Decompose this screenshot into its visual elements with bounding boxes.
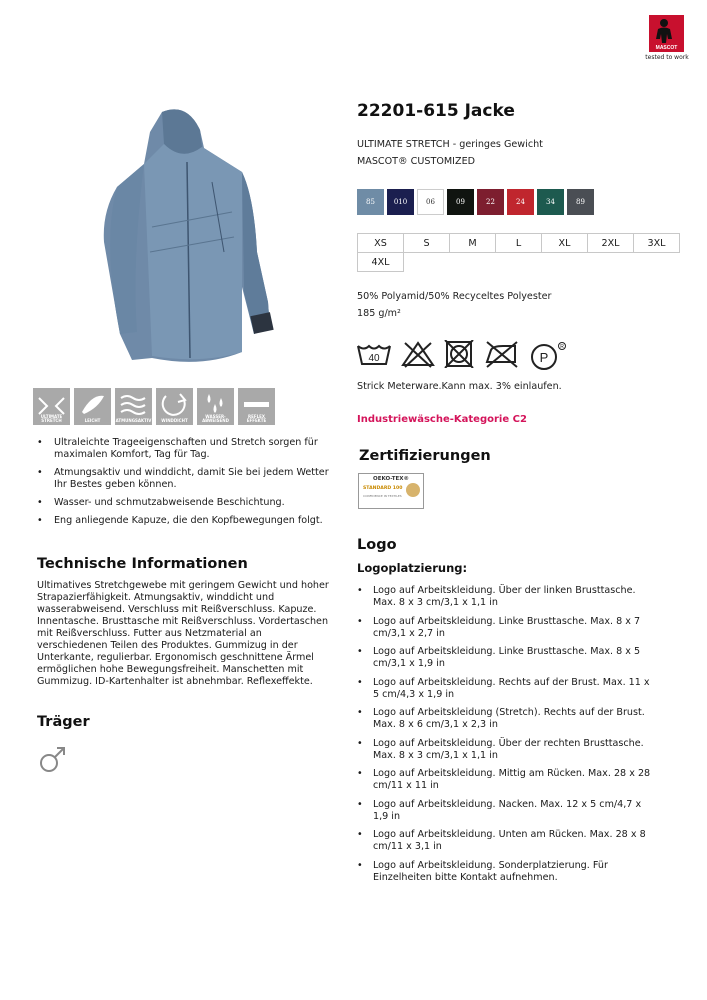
list-item: • Logo auf Arbeitskleidung. Linke Brusttasche. Max. 8 x 5 cm/3,1 x 1,9 in: [357, 646, 657, 670]
industrial-wash-category: Industriewäsche-Kategorie C2: [357, 414, 527, 425]
no-tumble-dry-icon: [444, 340, 474, 368]
size-option[interactable]: 4XL: [357, 252, 404, 272]
svg-text:40: 40: [368, 353, 380, 364]
logo-placement-list: [357, 585, 657, 890]
list-item: • Ultraleichte Trageeigenschaften und Stretch sorgen für maximalen Komfort, Tag für Tag.: [37, 437, 337, 461]
tech-text: Ultimatives Stretchgewebe mit geringem Gewicht und hoher Strapazierfähigkeit. Atmungsaktiv, winddicht und wasserabweisend. Verschluss mit Reißverschluss. Kapuze. Innentasche. Brusttasche mit Reißverschluss. Vordertaschen mit Reißverschluss. Futter aus Netzmaterial an verschiedenen Teilen des Produktes. Gummizug in der Unterkante, regulierbar. Ergonomisch geschnittene Ärmel ermöglichen hohe Bewegungsfreiheit. Manschetten mit Gummizug. ID-Kartenhalter ist abnehmbar. Reflexeffekte.: [37, 580, 329, 687]
mascot-figure-icon: [649, 15, 684, 52]
brand-tagline: tested to work: [645, 54, 689, 61]
oeko-tex-seal-icon: [406, 483, 420, 497]
list-item: • Logo auf Arbeitskleidung. Über der rechten Brusttasche. Max. 8 x 3 cm/3,1 x 1,1 in: [357, 738, 657, 762]
list-item: • Eng anliegende Kapuze, die den Kopfbewegungen folgt.: [37, 515, 337, 527]
color-swatch-85[interactable]: 85: [357, 189, 384, 215]
material-weight: 185 g/m²: [357, 308, 401, 319]
size-option[interactable]: 2XL: [587, 233, 634, 253]
size-option[interactable]: 3XL: [633, 233, 680, 253]
color-swatch-22[interactable]: 22: [477, 189, 504, 215]
material-composition: 50% Polyamid/50% Recyceltes Polyester: [357, 291, 552, 302]
breathable-icon: ATMUNGSAKTIV: [115, 388, 152, 425]
water-repellent-icon: WASSER-ABWEISEND: [197, 388, 234, 425]
list-item: • Atmungsaktiv und winddicht, damit Sie bei jedem Wetter Ihr Bestes geben können.: [37, 467, 337, 491]
male-symbol-icon: [38, 744, 68, 774]
color-swatches: [357, 189, 594, 215]
list-item: • Logo auf Arbeitskleidung. Sonderplatzierung. Für Einzelheiten bitte Kontakt aufnehmen.: [357, 860, 657, 884]
no-bleach-icon: [401, 340, 435, 368]
professional-dry-clean-p-icon: [528, 340, 568, 372]
size-option[interactable]: XS: [357, 233, 404, 253]
care-symbols: [356, 340, 568, 372]
color-swatch-06[interactable]: 06: [417, 189, 444, 215]
wash-40-icon: [356, 340, 392, 368]
list-item: • Logo auf Arbeitskleidung. Über der linken Brusttasche. Max. 8 x 3 cm/3,1 x 1,1 in: [357, 585, 657, 609]
list-item: • Logo auf Arbeitskleidung. Mittig am Rücken. Max. 28 x 28 cm/11 x 11 in: [357, 768, 657, 792]
color-swatch-24[interactable]: 24: [507, 189, 534, 215]
size-option[interactable]: L: [495, 233, 542, 253]
svg-text:P: P: [539, 350, 549, 365]
feature-bullets: [37, 437, 337, 533]
list-item: • Logo auf Arbeitskleidung. Unten am Rücken. Max. 28 x 8 cm/11 x 3,1 in: [357, 829, 657, 853]
color-swatch-89[interactable]: 89: [567, 189, 594, 215]
list-item: • Logo auf Arbeitskleidung. Rechts auf der Brust. Max. 11 x 5 cm/4,3 x 1,9 in: [357, 677, 657, 701]
ultimate-stretch-icon: ULTIMATE STRETCH: [33, 388, 70, 425]
size-option[interactable]: S: [403, 233, 450, 253]
care-note: Strick Meterware.Kann max. 3% einlaufen.: [357, 381, 562, 392]
list-item: • Logo auf Arbeitskleidung. Nacken. Max. 12 x 5 cm/4,7 x 1,9 in: [357, 799, 657, 823]
windproof-icon: WINDDICHT: [156, 388, 193, 425]
color-swatch-09[interactable]: 09: [447, 189, 474, 215]
color-swatch-34[interactable]: 34: [537, 189, 564, 215]
size-grid: [357, 233, 687, 271]
product-line: ULTIMATE STRETCH - geringes Gewicht: [357, 139, 543, 150]
list-item: • Logo auf Arbeitskleidung. Linke Brusttasche. Max. 8 x 7 cm/3,1 x 2,7 in: [357, 616, 657, 640]
certifications-heading: Zertifizierungen: [359, 448, 491, 464]
list-item: • Wasser- und schmutzabweisende Beschichtung.: [37, 497, 337, 509]
logo-subheading: Logoplatzierung:: [357, 561, 468, 575]
svg-text:R: R: [560, 344, 564, 350]
color-swatch-010[interactable]: 010: [387, 189, 414, 215]
reflex-effects-icon: REFLEX EFFEKTE: [238, 388, 275, 425]
mascot-logo[interactable]: [649, 15, 684, 52]
list-item: • Logo auf Arbeitskleidung (Stretch). Rechts auf der Brust. Max. 8 x 6 cm/3,1 x 2,3 in: [357, 707, 657, 731]
logo-heading: Logo: [357, 537, 397, 553]
brand-name: MASCOT: [655, 45, 678, 51]
product-customized: MASCOT® CUSTOMIZED: [357, 156, 476, 167]
wearer-heading: Träger: [37, 714, 90, 730]
no-iron-icon: [483, 340, 519, 368]
size-option[interactable]: M: [449, 233, 496, 253]
oeko-tex-badge: OEKO-TEX® STANDARD 100 CONFIDENCE IN TEXTILES: [358, 473, 424, 509]
softshell-jacket-image: [92, 102, 282, 368]
product-title: 22201-615 Jacke: [357, 101, 515, 121]
size-option[interactable]: XL: [541, 233, 588, 253]
lightweight-feather-icon: LEICHT: [74, 388, 111, 425]
tech-heading: Technische Informationen: [37, 556, 248, 572]
feature-icons-row: [33, 388, 275, 425]
